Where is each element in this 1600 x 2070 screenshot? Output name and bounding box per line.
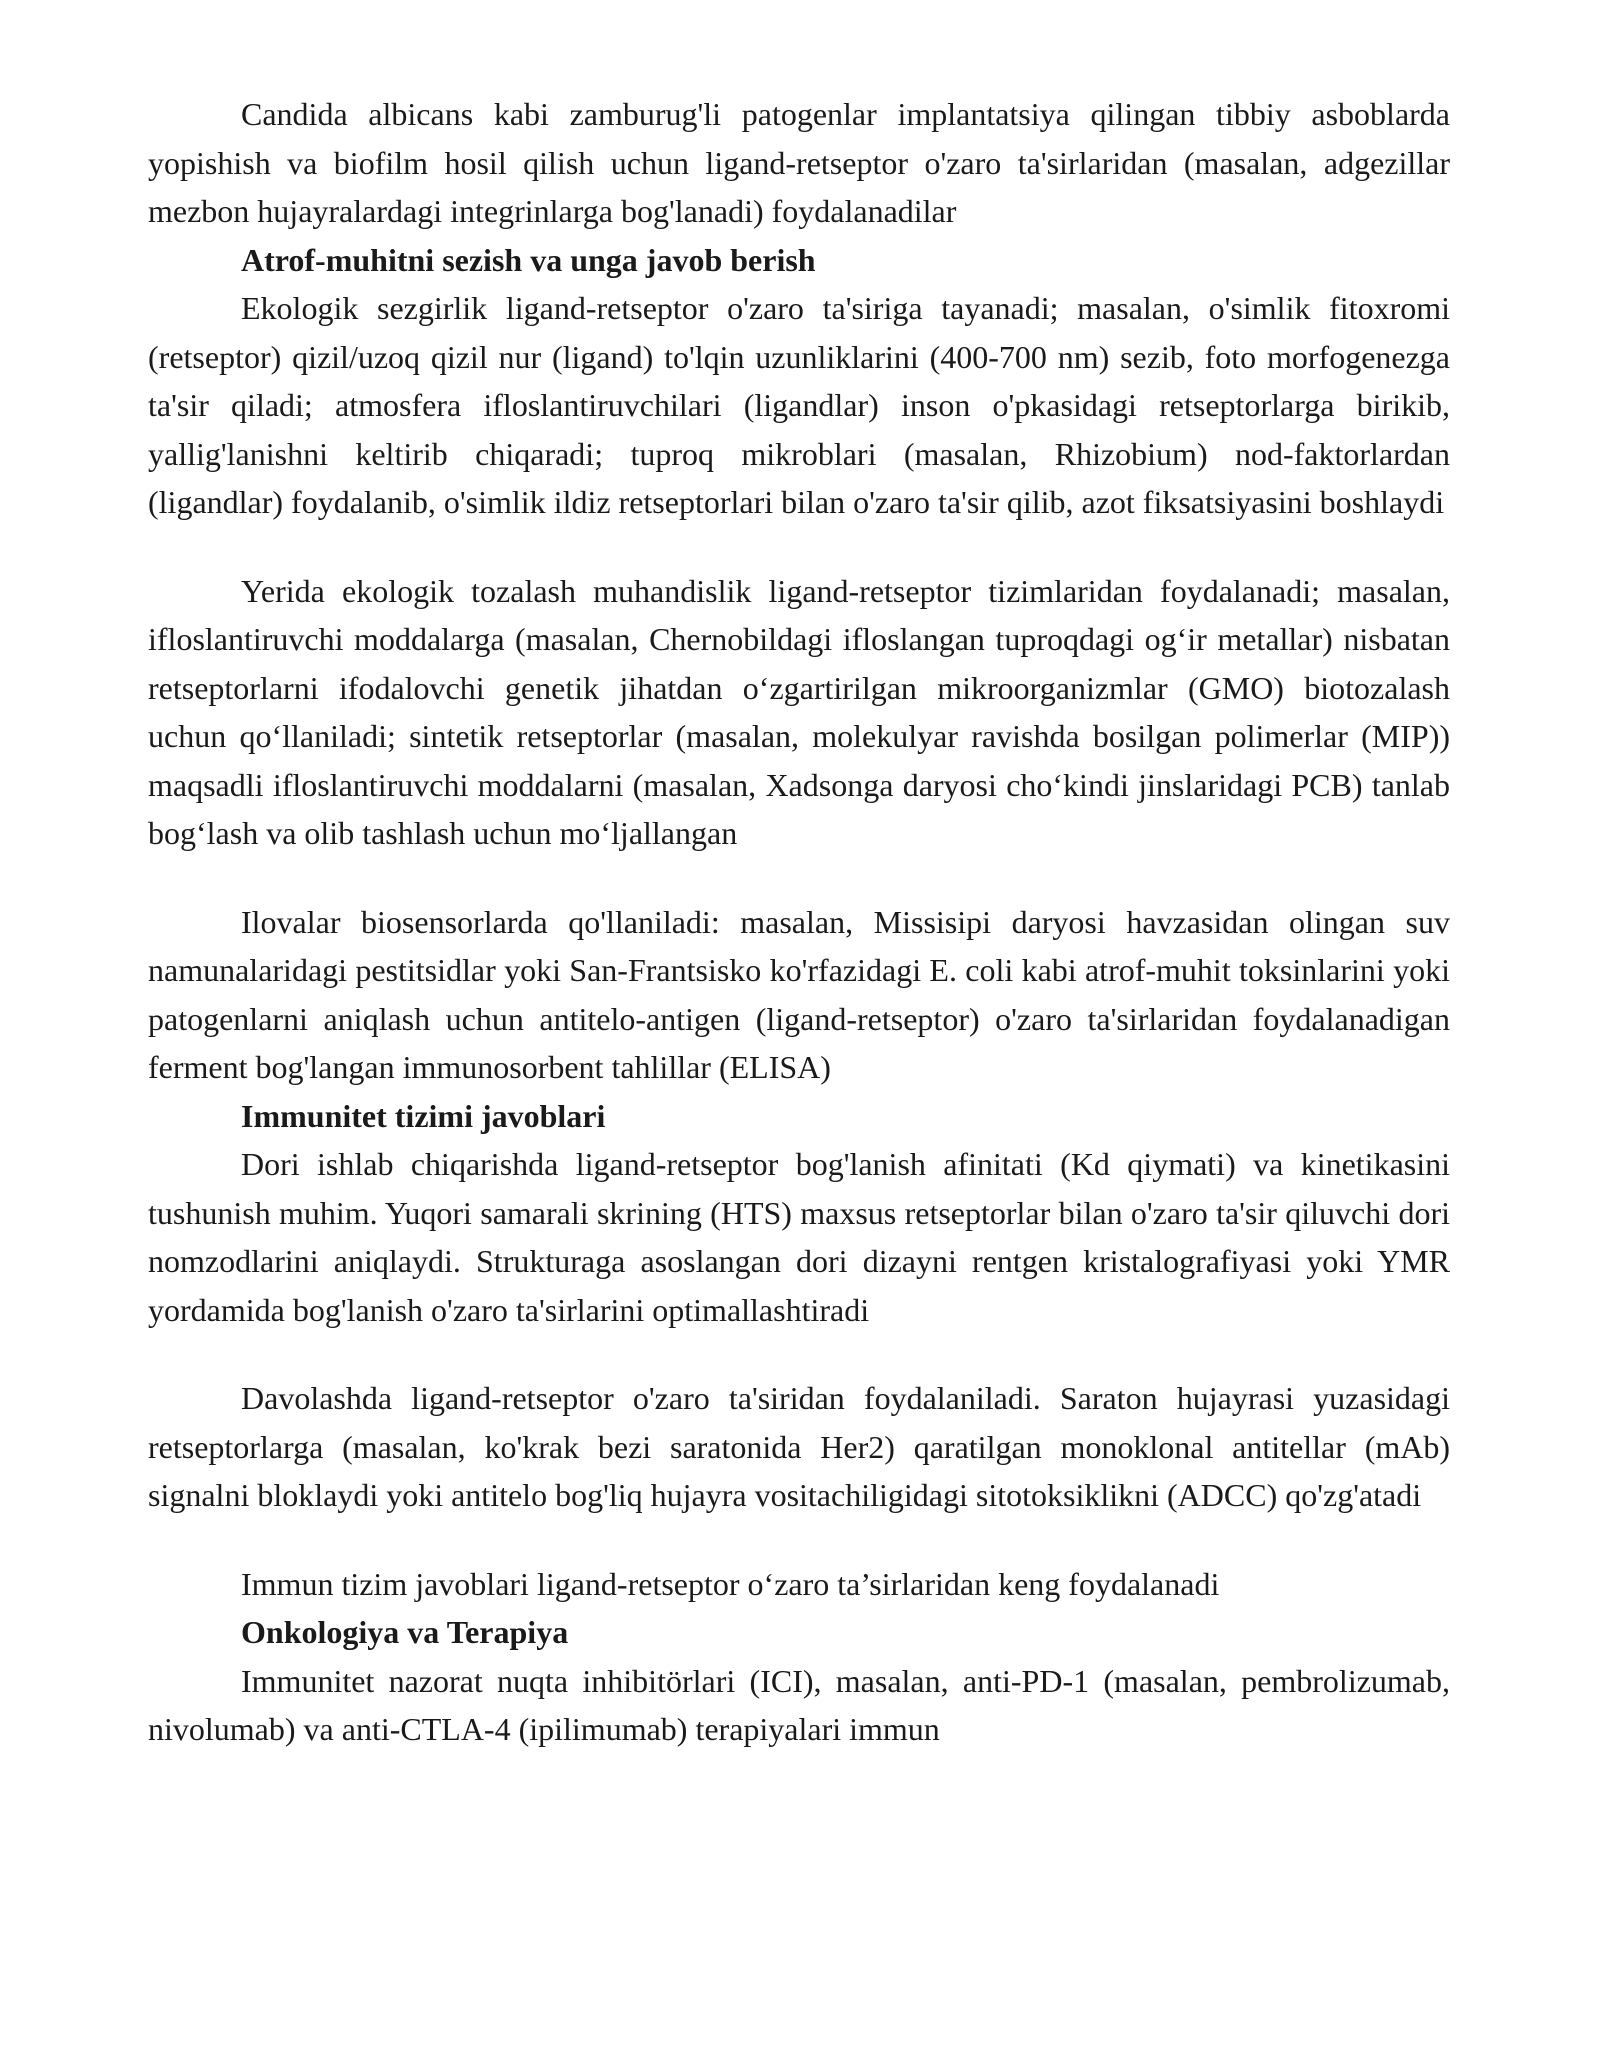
paragraph-biosensors: Ilovalar biosensorlarda qo'llaniladi: masalan, Missisipi daryosi havzasidan olingan suv namunalaridagi pestitsidlar yoki San-Frantsisko ko'rfazidagi E. coli kabi atrof-muhit toksinlarini yoki patogenlarni aniqlash uchun antitelo-antigen (ligand-retseptor) o'zaro ta'sirlaridan foydalanadigan ferment bog'langan immunosorbent tahlillar (ELISA) [148,903,1450,1085]
heading-immune-responses: Immunitet tizimi javoblari [241,1097,606,1134]
paragraph-remediation: Yerida ekologik tozalash muhandislik ligand-retseptor tizimlaridan foydalanadi; masalan, ifloslantiruvchi moddalarga (masalan, Chernobildagi ifloslangan tuproqdagi og‘ir metallar) nisbatan retseptorlarni ifodalovchi genetik jihatdan o‘zgartirilgan mikroorganizmlar (GMO) biotozalash uchun qo‘llaniladi; sintetik retseptorlar (masalan, molekulyar ravishda bosilgan polimerlar (MIP)) maqsadli ifloslantiruvchi moddalarni (masalan, Xadsonga daryosi cho‘kindi jinslaridagi PCB) tanlab bog‘lash va olib tashlash uchun mo‘ljallangan [148,572,1450,851]
heading-oncology: Onkologiya va Terapiya [241,1614,569,1650]
paragraph-ecological-sensitivity: Ekologik sezgirlik ligand-retseptor o'zaro ta'siriga tayanadi; masalan, o'simlik fitoxromi (retseptor) qizil/uzoq qizil nur (ligand) to'lqin uzunliklarini (400-700 nm) sezib, foto morfogenezga ta'sir qiladi; atmosfera ifloslantiruvchilari (ligandlar) inson o'pkasidagi retseptorlarga birikib, yallig'lanishni keltirib chiqaradi; tuproq mikroblari (masalan, Rhizobium) nod-faktorlardan (ligandlar) foydalanib, o'simlik ildiz retseptorlari bilan o'zaro ta'sir qilib, azot fiksatsiyasini boshlaydi [148,290,1450,520]
heading-environment-sensing: Atrof-muhitni sezish va unga javob berish [241,241,816,278]
paragraph-drug-discovery: Dori ishlab chiqarishda ligand-retseptor bog'lanish afinitati (Kd qiymati) va kinetikasini tushunish muhim. Yuqori samarali skrining (HTS) maxsus retseptorlar bilan o'zaro ta'sir qiluvchi dori nomzodlarini aniqlaydi. Strukturaga asoslangan dori dizayni rentgen kristalografiyasi yoki YMR yordamida bog'lanish o'zaro ta'sirlarini optimallashtiradi [148,1146,1450,1328]
paragraph-immune-usage: Immun tizim javoblari ligand-retseptor o‘zaro ta’sirlaridan keng foydalanadi [241,1565,1220,1602]
paragraph-checkpoint-inhibitors: Immunitet nazorat nuqta inhibitörlari (ICI), masalan, anti-PD-1 (masalan, pembrolizumab, nivolumab) va anti-CTLA-4 (ipilimumab) terapiyalari immun [148,1662,1450,1747]
document-page [148,90,1450,1754]
paragraph-therapy: Davolashda ligand-retseptor o'zaro ta'siridan foydalaniladi. Saraton hujayrasi yuzasidagi retseptorlarga (masalan, ko'krak bezi saratonida Her2) qaratilgan monoklonal antitellar (mAb) signalni bloklaydi yoki antitelo bog'liq hujayra vositachiligidagi sitotoksiklikni (ADCC) qo'zg'atadi [148,1380,1450,1513]
paragraph-candida: Candida albicans kabi zamburug'li patogenlar implantatsiya qilingan tibbiy asboblarda yopishish va biofilm hosil qilish uchun ligand-retseptor o'zaro ta'sirlaridan (masalan, adgezillar mezbon hujayralardagi integrinlarga bog'lanadi) foydalanadilar [148,96,1450,229]
